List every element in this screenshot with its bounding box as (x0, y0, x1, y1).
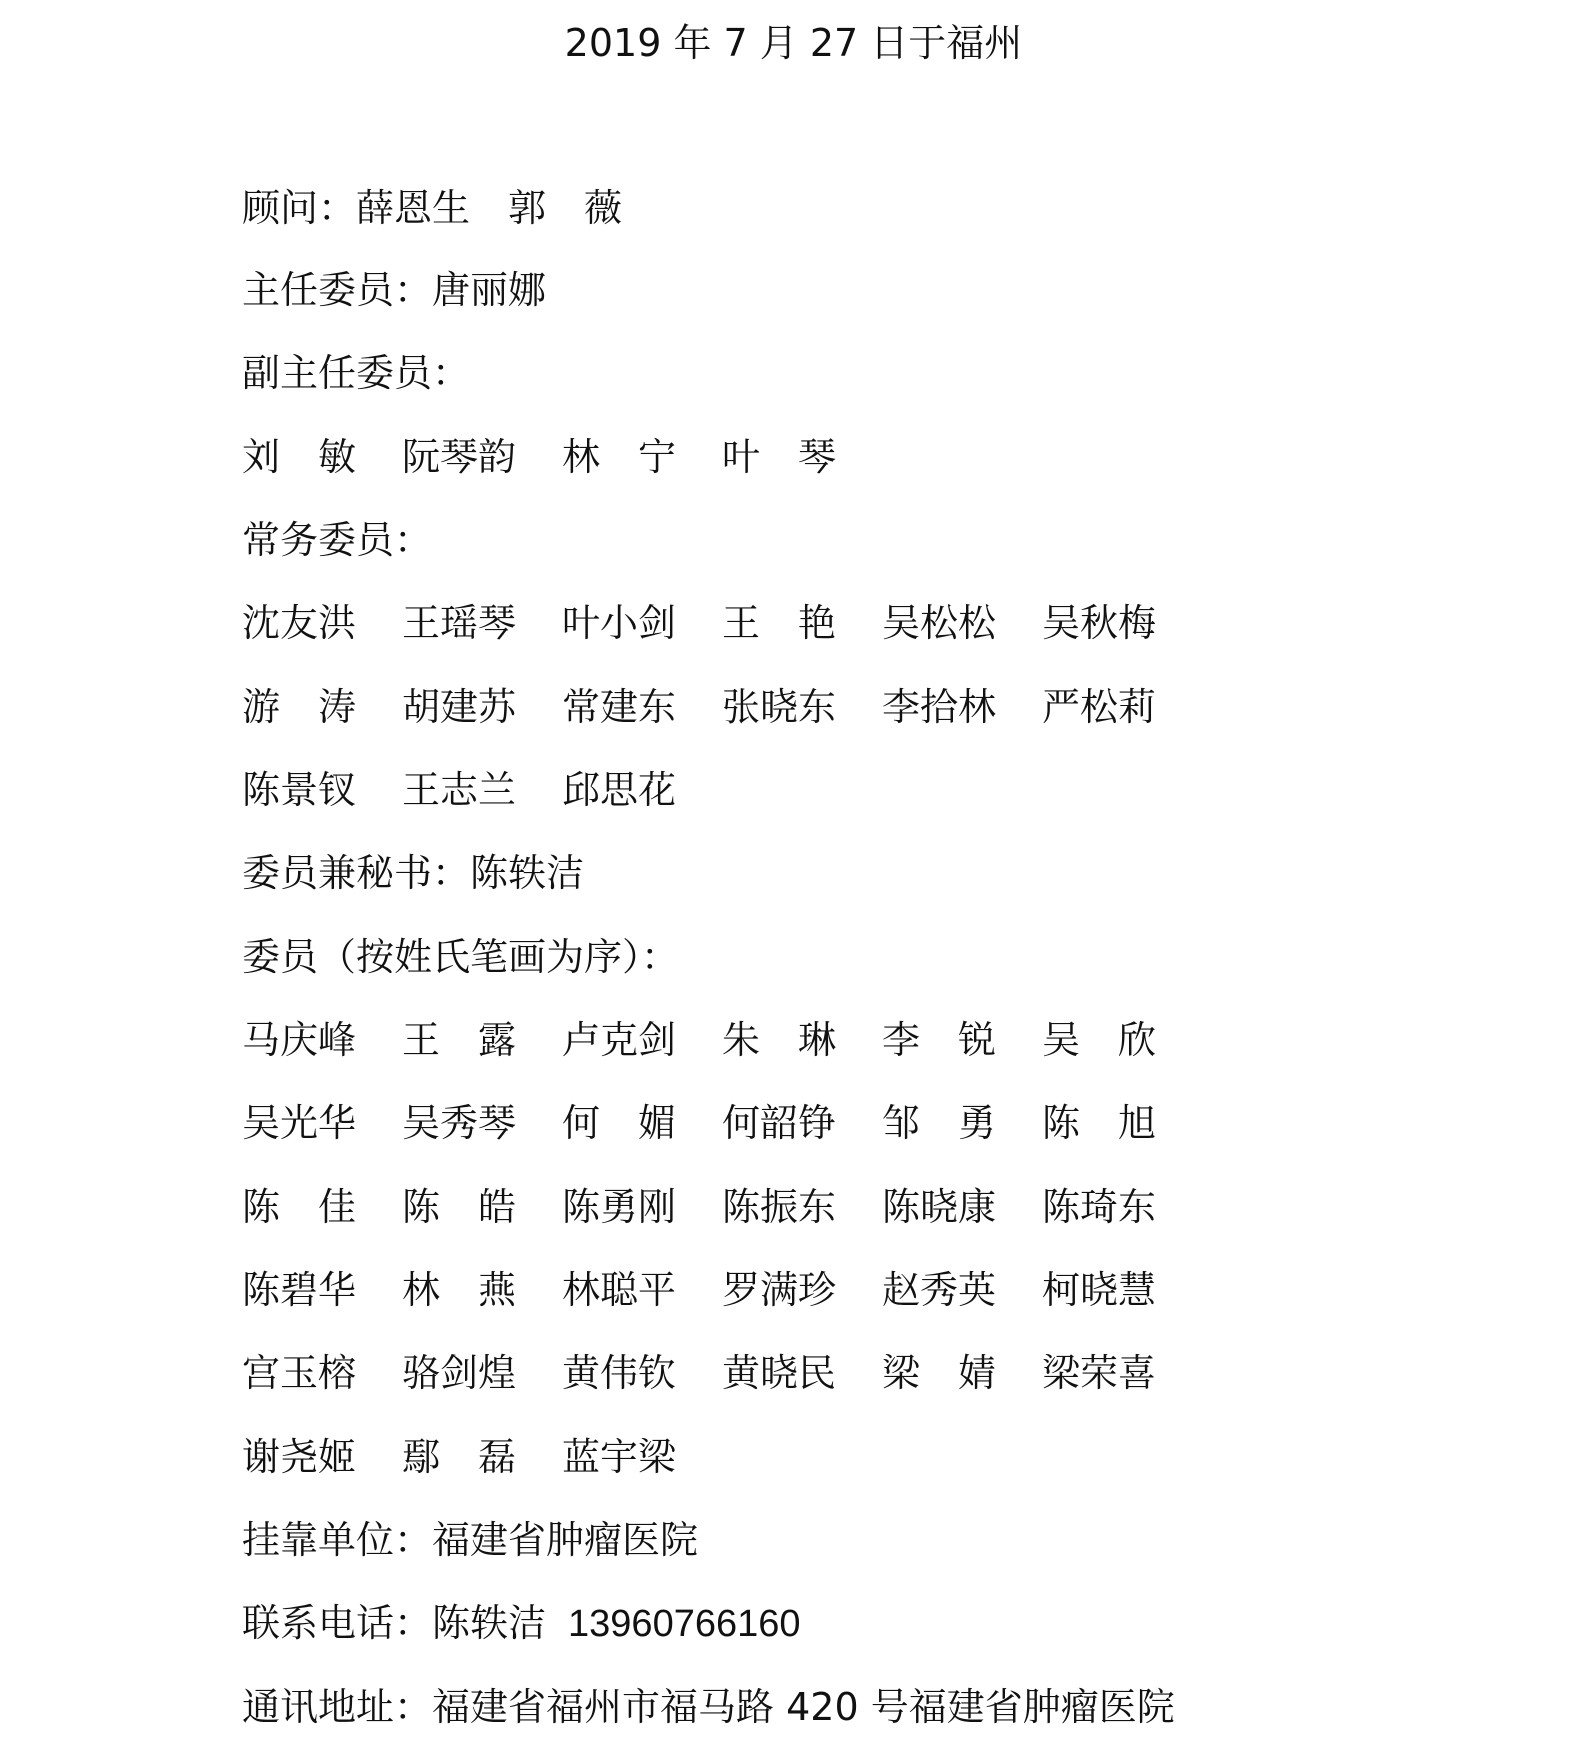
secretary-label: 委员兼秘书： (242, 851, 471, 895)
member-name: 陈晓康 (882, 1185, 997, 1229)
member-name: 吴松松 (882, 601, 997, 645)
member-name: 赵秀英 (882, 1268, 997, 1312)
chair-line (242, 265, 546, 315)
affiliation-line (242, 1515, 698, 1565)
member-name: 陈 皓 (402, 1185, 517, 1229)
date-location-line: 2019 年 7 月 27 日于福州 (564, 21, 1023, 65)
member-name: 鄢 磊 (402, 1435, 517, 1479)
address-line (242, 1682, 1175, 1732)
contact-label: 联系电话： (242, 1601, 433, 1645)
member-name: 王 露 (402, 1018, 517, 1062)
member-name: 何韶铮 (722, 1101, 837, 1145)
member-name: 林聪平 (562, 1268, 677, 1312)
member-name: 吴秋梅 (1042, 601, 1157, 645)
vice-chair-name: 刘 敏 (242, 435, 357, 479)
member-name: 卢克剑 (562, 1018, 677, 1062)
member-name: 游 涛 (242, 685, 357, 729)
member-name: 严松莉 (1042, 685, 1157, 729)
member-name: 黄伟钦 (562, 1351, 677, 1395)
member-name: 朱 琳 (722, 1018, 837, 1062)
standing-members-label: 常务委员： (242, 518, 433, 562)
member-name: 李 锐 (882, 1018, 997, 1062)
advisors-line (242, 183, 622, 233)
member-name: 吴光华 (242, 1101, 357, 1145)
vice-chairs-label: 副主任委员： (242, 351, 471, 395)
member-name: 何 媚 (562, 1101, 677, 1145)
member-name: 王瑶琴 (402, 601, 517, 645)
advisors-label: 顾问： (242, 186, 357, 230)
member-name: 李拾林 (882, 685, 997, 729)
member-name: 陈勇刚 (562, 1185, 677, 1229)
member-name: 邱思花 (562, 768, 677, 812)
member-name: 柯晓慧 (1042, 1268, 1157, 1312)
member-name: 胡建苏 (402, 685, 517, 729)
vice-chair-name: 叶 琴 (722, 435, 837, 479)
address-label: 通讯地址： (242, 1685, 433, 1729)
member-name: 邹 勇 (882, 1101, 997, 1145)
contact-name: 陈轶洁 (432, 1601, 547, 1645)
chair-label: 主任委员： (242, 268, 433, 312)
address-value: 福建省福州市福马路 420 号福建省肿瘤医院 (432, 1685, 1175, 1729)
member-name: 陈 旭 (1042, 1101, 1157, 1145)
member-name: 蓝宇梁 (562, 1435, 677, 1479)
advisors-names: 薛恩生 郭 薇 (356, 186, 623, 230)
member-name: 林 燕 (402, 1268, 517, 1312)
contact-phone: 13960766160 (568, 1603, 801, 1645)
member-name: 黄晓民 (722, 1351, 837, 1395)
member-name: 宫玉榕 (242, 1351, 357, 1395)
member-name: 梁荣喜 (1042, 1351, 1157, 1395)
member-name: 王 艳 (722, 601, 837, 645)
member-name: 沈友洪 (242, 601, 357, 645)
member-name: 吴秀琴 (402, 1101, 517, 1145)
member-name: 陈景钗 (242, 768, 357, 812)
secretary-name: 陈轶洁 (470, 851, 585, 895)
contact-line (242, 1598, 801, 1649)
members-label: 委员（按姓氏笔画为序）： (242, 935, 680, 979)
member-name: 罗满珍 (722, 1268, 837, 1312)
vice-chair-name: 阮琴韵 (402, 435, 517, 479)
member-name: 常建东 (562, 685, 677, 729)
member-name: 骆剑煌 (402, 1351, 517, 1395)
member-name: 马庆峰 (242, 1018, 357, 1062)
affiliation-value: 福建省肿瘤医院 (432, 1518, 699, 1562)
affiliation-label: 挂靠单位： (242, 1518, 433, 1562)
member-name: 叶小剑 (562, 601, 677, 645)
secretary-line (242, 848, 584, 898)
member-name: 谢尧姬 (242, 1435, 357, 1479)
member-name: 张晓东 (722, 685, 837, 729)
chair-name: 唐丽娜 (432, 268, 547, 312)
member-name: 陈振东 (722, 1185, 837, 1229)
vice-chair-name: 林 宁 (562, 435, 677, 479)
member-name: 吴 欣 (1042, 1018, 1157, 1062)
member-name: 梁 婧 (882, 1351, 997, 1395)
member-name: 陈碧华 (242, 1268, 357, 1312)
member-name: 陈 佳 (242, 1185, 357, 1229)
member-name: 陈琦东 (1042, 1185, 1157, 1229)
member-name: 王志兰 (402, 768, 517, 812)
